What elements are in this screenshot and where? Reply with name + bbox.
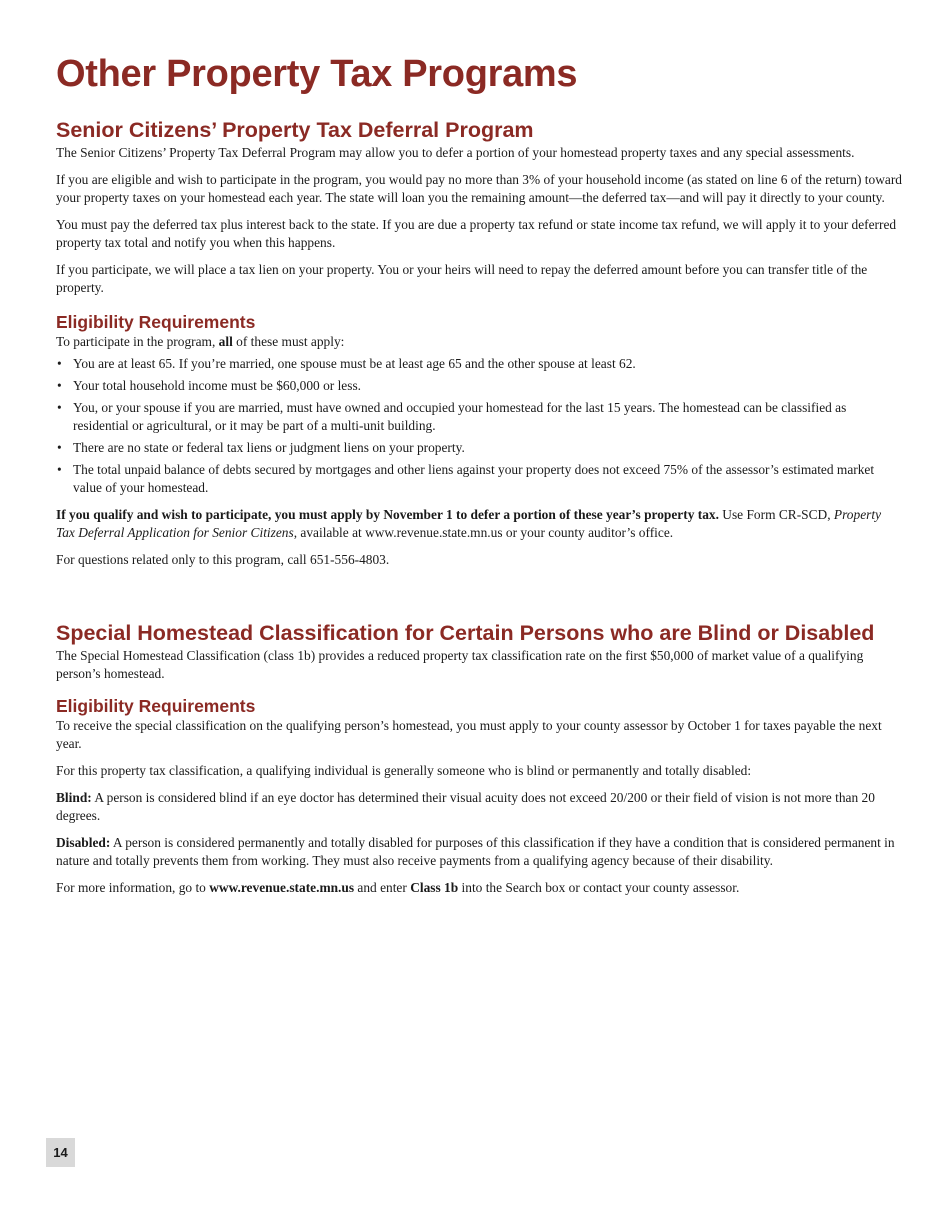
list-item: • There are no state or federal tax liens or judgment liens on your property. [57, 440, 465, 455]
senior-deferral-repay: You must pay the deferred tax plus interest back to the state. If you are due a property tax refund or state income tax refund, we will apply it to your deferred property tax total and notify you when this happens. [56, 217, 897, 250]
page-title: Other Property Tax Programs [56, 53, 578, 95]
blind-disabled-heading: Special Homestead Classification for Certain Persons who are Blind or Disabled [56, 621, 875, 645]
senior-deferral-section [56, 116, 902, 578]
list-item: • You, or your spouse if you are married, must have owned and occupied your homestead for the last 15 years. The homestead can be classified as residential or agricultural, or it may be part of a multi-unit building. [57, 400, 847, 433]
list-item: • Your total household income must be $60,000 or less. [57, 378, 362, 393]
eligibility-intro: To participate in the program, all of these must apply: [56, 334, 345, 349]
eligibility-heading-2: Eligibility Requirements [56, 696, 256, 716]
revenue-link[interactable]: www.revenue.state.mn.us [209, 880, 355, 895]
eligibility-heading: Eligibility Requirements [56, 312, 256, 332]
disabled-definition: Disabled: A person is considered permanently and totally disabled for purposes of this classification if they have a condition that is considered permanent in nature and totally prevents them from working. They must also receive payments from a qualifying agency because of their disability. [56, 835, 895, 868]
page-number: 14 [46, 1138, 75, 1167]
senior-deferral-intro: The Senior Citizens’ Property Tax Deferral Program may allow you to defer a portion of your homestead property taxes and any special assessments. [56, 145, 855, 160]
blind-disabled-intro: The Special Homestead Classification (class 1b) provides a reduced property tax classification rate on the first $50,000 of market value of a qualifying person’s homestead. [56, 648, 864, 681]
blind-definition: Blind: A person is considered blind if an eye doctor has determined their visual acuity does not exceed 20/200 or their field of vision is not more than 20 degrees. [56, 790, 875, 823]
questions-phone: For questions related only to this program, call 651-556-4803. [56, 552, 390, 567]
blind-disabled-section [56, 619, 902, 906]
qualifying-individual: For this property tax classification, a qualifying individual is generally someone who is blind or permanently and totally disabled: [56, 763, 752, 778]
senior-deferral-payment: If you are eligible and wish to participate in the program, you would pay no more than 3% of your household income (as stated on line 6 of the return) toward your property taxes on your homestead each year. The state will loan you the remaining amount—the deferred tax—and will pay it directly to your county. [56, 172, 902, 205]
eligibility-list [56, 355, 902, 497]
more-info: For more information, go to www.revenue.state.mn.us and enter Class 1b into the Search box or contact your county assessor. [56, 880, 740, 895]
apply-instructions: If you qualify and wish to participate, you must apply by November 1 to defer a portion of these year’s property tax. Use Form CR-SCD, Property Tax Deferral Application for Senior Citizens, available at www.revenue.state.mn.us or your county auditor’s office. [56, 507, 882, 540]
list-item: • You are at least 65. If you’re married, one spouse must be at least age 65 and the other spouse at least 62. [57, 356, 636, 371]
senior-deferral-heading: Senior Citizens’ Property Tax Deferral Program [56, 118, 534, 142]
senior-deferral-lien: If you participate, we will place a tax lien on your property. You or your heirs will need to repay the deferred amount before you can transfer title of the property. [56, 262, 868, 295]
apply-by-october: To receive the special classification on the qualifying person’s homestead, you must apply to your county assessor by October 1 for taxes payable the next year. [56, 718, 882, 751]
list-item: • The total unpaid balance of debts secured by mortgages and other liens against your property does not exceed 75% of the assessor’s estimated market value of your homestead. [57, 462, 875, 495]
